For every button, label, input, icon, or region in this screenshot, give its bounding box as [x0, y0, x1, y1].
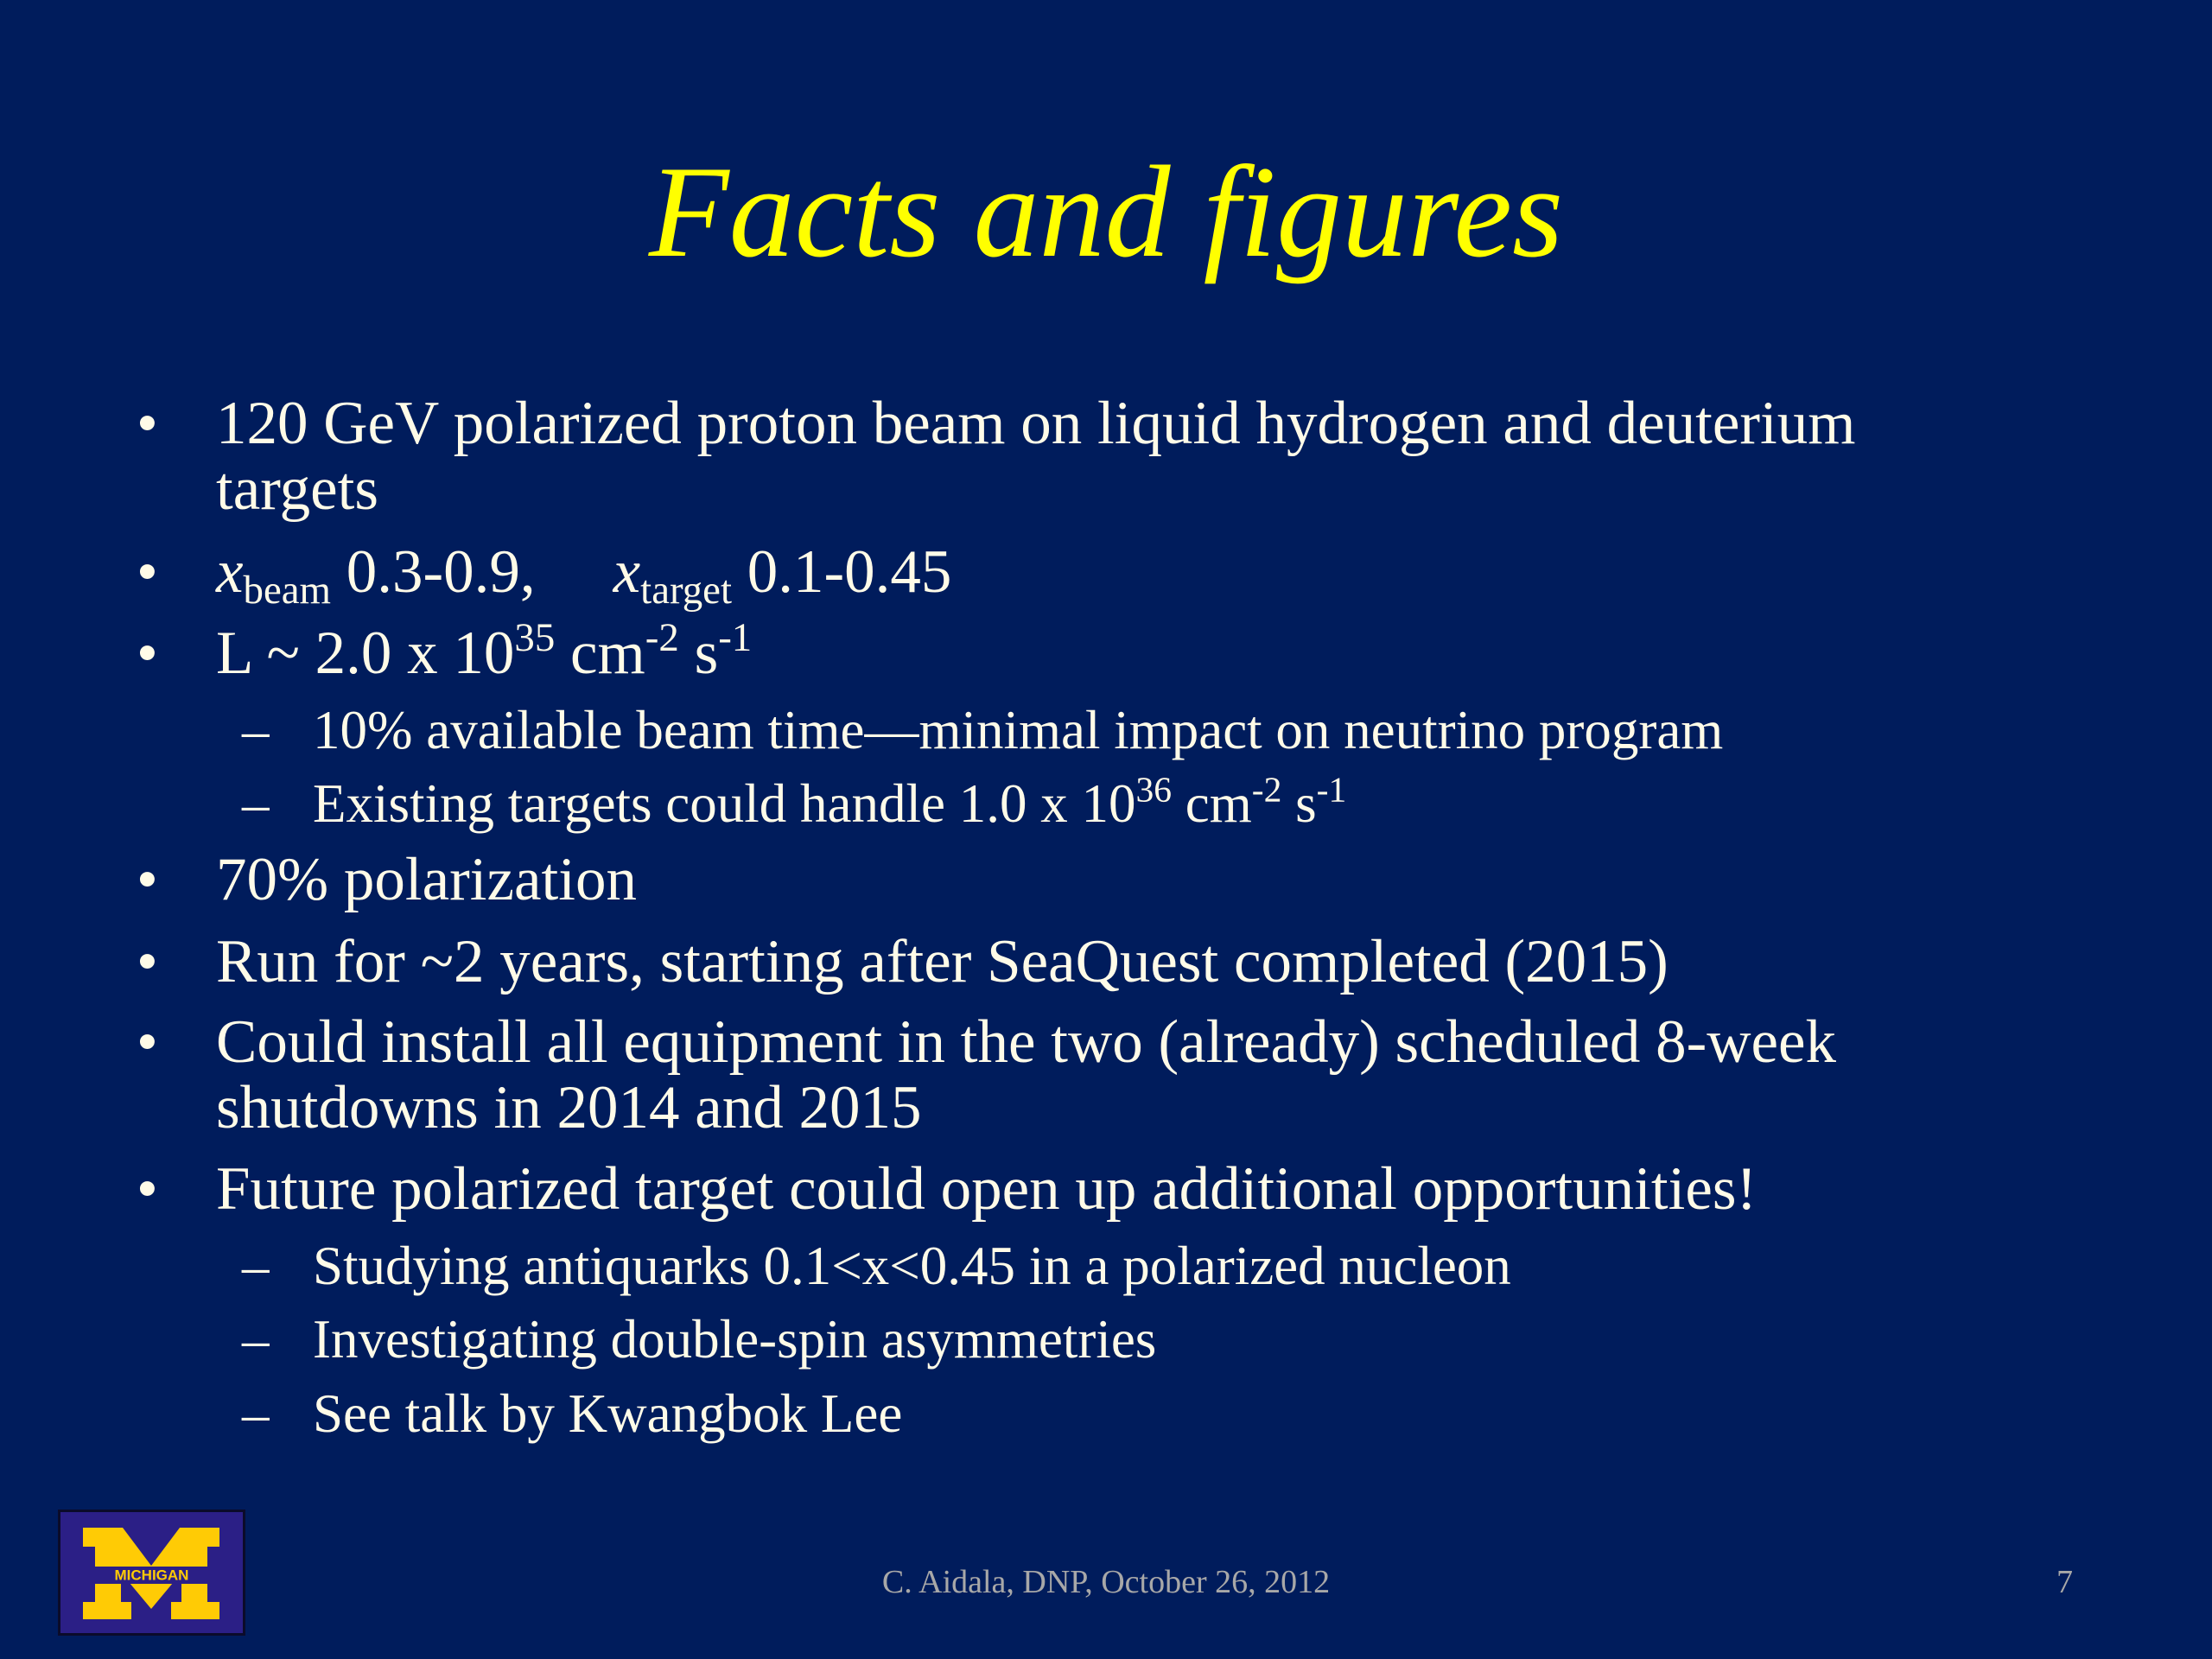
- bullet-text: Could install all equipment in the two (already) scheduled 8-week: [216, 1008, 1837, 1076]
- sub-bullet-text: Investigating double-spin asymmetries: [313, 1309, 1157, 1370]
- bullet-text: Future polarized target could open up additional opportunities!: [216, 1155, 1758, 1223]
- slide-title: Facts and figures: [648, 139, 1564, 284]
- bullet-text: $x_{beam}$ 0.3-0.9, $x_{target}$ 0.1-0.45: [216, 538, 952, 613]
- bullet-text: 120 GeV polarized proton beam on liquid hydrogen and deuterium: [216, 390, 1856, 457]
- page-number: 7: [2056, 1564, 2073, 1600]
- bullet-item-run-duration: [137, 928, 1669, 995]
- sub-bullet-item-antiquarks: [242, 1236, 1511, 1296]
- bullet-item-polarization: [137, 846, 637, 913]
- sub-bullet-text: 10% available beam time—minimal impact on neutrino program: [313, 700, 1724, 760]
- bullet-marker: •: [137, 846, 158, 913]
- bullet-marker: •: [137, 538, 158, 606]
- bullet-marker: •: [137, 928, 158, 995]
- bullet-text-continued: shutdowns in 2014 and 2015: [216, 1074, 922, 1141]
- bullet-item-future-target: [137, 1155, 1758, 1223]
- bullet-item-installation: [137, 1008, 1837, 1141]
- bullet-item-beam: [137, 390, 1856, 523]
- sub-bullet-marker: –: [242, 1383, 270, 1444]
- bullet-item-luminosity: [137, 614, 753, 687]
- sub-bullet-item-beam-time: [242, 700, 1724, 760]
- bullet-marker: •: [137, 620, 158, 687]
- bullet-text: 70% polarization: [216, 846, 637, 913]
- bullet-marker: •: [137, 1008, 158, 1076]
- bullet-item-x-range: [137, 538, 952, 613]
- sub-bullet-item-talk: [242, 1383, 903, 1444]
- sub-bullet-marker: –: [242, 1236, 270, 1296]
- footer-text: C. Aidala, DNP, October 26, 2012: [881, 1564, 1331, 1600]
- logo-wordmark: MICHIGAN: [114, 1567, 189, 1584]
- bullet-text-continued: targets: [216, 455, 378, 523]
- bullet-marker: •: [137, 390, 158, 457]
- sub-bullet-marker: –: [242, 1309, 270, 1370]
- sub-bullet-item-existing-targets: [242, 769, 1347, 834]
- bullet-text: L ~ 2.0 x $10^{35}$ $cm^{-2}$ $s^{-1}$: [216, 614, 753, 687]
- sub-bullet-text: Studying antiquarks 0.1<x<0.45 in a polarized nucleon: [313, 1236, 1511, 1296]
- bullet-text: Run for ~2 years, starting after SeaQuest completed (2015): [216, 928, 1669, 995]
- sub-bullet-text: See talk by Kwangbok Lee: [313, 1383, 903, 1444]
- bullet-marker: •: [137, 1155, 158, 1223]
- sub-bullet-marker: –: [242, 700, 270, 760]
- sub-bullet-text: Existing targets could handle 1.0 x $10^{36}$ $cm^{-2}$ $s^{-1}$: [313, 769, 1347, 834]
- sub-bullet-item-double-spin: [242, 1309, 1157, 1370]
- sub-bullet-marker: –: [242, 773, 270, 834]
